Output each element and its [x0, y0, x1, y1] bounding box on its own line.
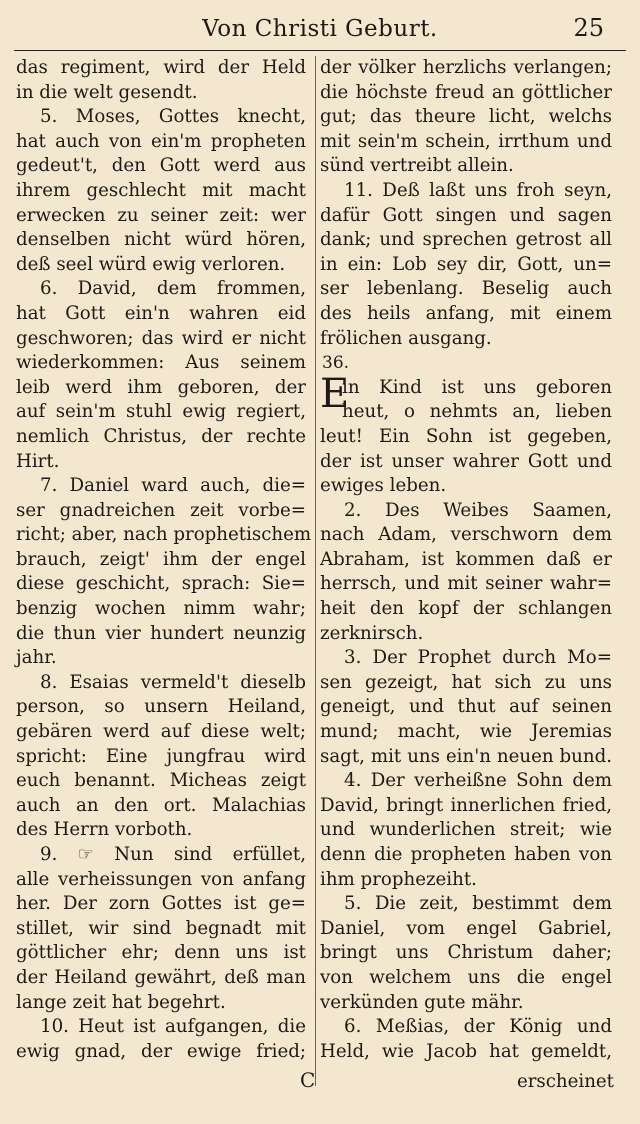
catchword: erscheinet — [516, 1071, 614, 1092]
text-line: leib werd ihm geboren, der — [16, 376, 306, 398]
text-line: Daniel, vom engel Gabriel, — [320, 917, 612, 939]
text-line: ser gnadreichen zeit vorbe= — [16, 499, 306, 521]
text-line: und wunderlichen streit; wie — [320, 819, 612, 841]
text-line: benzig wochen nimm wahr; — [16, 598, 306, 620]
text-line: sen gezeigt, hat sich zu uns — [320, 671, 612, 693]
drop-cap: E — [320, 370, 350, 417]
text-line: Hirt. — [16, 450, 60, 472]
hymn-second-line: heut, o nehmts an, lieben — [342, 401, 612, 423]
text-line: gebären werd auf diese welt; — [16, 721, 306, 743]
right-column-bottom — [320, 425, 612, 1064]
text-line: leut! Ein Sohn ist gegeben, — [320, 425, 612, 447]
text-line: herrsch, und mit seiner wahr= — [320, 573, 612, 595]
text-line: ewig gnad, der ewige fried; — [16, 1040, 306, 1062]
header-rule — [14, 50, 626, 51]
running-header — [16, 10, 624, 46]
text-line: hat auch von ein'm propheten — [16, 130, 306, 152]
text-line: verkünden gute mähr. — [320, 991, 524, 1013]
text-line: in die welt gesendt. — [16, 81, 198, 103]
page-number: 25 — [573, 14, 604, 42]
text-line: 5. Die zeit, bestimmt dem — [344, 893, 612, 915]
text-line: wiederkommen: Aus seinem — [16, 352, 306, 374]
signature-mark: C — [300, 1068, 316, 1092]
text-line: euch benannt. Micheas zeigt — [16, 770, 306, 792]
text-line: diese geschicht, sprach: Sie= — [16, 573, 306, 595]
column-divider — [315, 56, 316, 1086]
text-line: ihrem geschlecht mit macht — [16, 179, 306, 201]
text-line: sagt, mit uns ein'n neuen bund. — [320, 745, 612, 767]
text-line: die thun vier hundert neunzig — [16, 622, 306, 644]
running-title: Von Christi Geburt. — [202, 16, 438, 42]
text-line: geneigt, und thut auf seinen — [320, 696, 612, 718]
text-line: ihm prophezeiht. — [320, 868, 477, 890]
text-line: der ist unser wahrer Gott und — [320, 450, 612, 472]
text-line: 6. David, dem frommen, — [40, 278, 306, 300]
right-column-top — [320, 56, 612, 351]
text-line: ewiges leben. — [320, 475, 447, 497]
hymn-first-line-text: in Kind ist uns geboren — [342, 376, 612, 398]
text-line: auch an den ort. Malachias — [16, 794, 306, 816]
text-line: 2. Des Weibes Saamen, — [344, 499, 612, 521]
text-line: lange zeit hat begehrt. — [16, 991, 226, 1013]
text-line: mit sein'm schein, irrthum und — [320, 130, 612, 152]
text-line: von welchem uns die engel — [320, 966, 612, 988]
text-line: zerknirsch. — [320, 622, 424, 644]
text-line: gedeut't, den Gott werd aus — [16, 155, 306, 177]
text-line: 9. ☞ Nun sind erfüllet, — [40, 844, 306, 865]
text-line: dank; und sprechen getrost all — [320, 229, 612, 251]
text-line: stillet, wir sind begnadt mit — [16, 917, 306, 939]
text-line: 5. Moses, Gottes knecht, — [40, 106, 306, 128]
text-line: geschworen; das wird er nicht — [16, 327, 306, 349]
text-line: brauch, zeigt' ihm der engel — [16, 548, 306, 570]
text-line: frölichen ausgang. — [320, 327, 492, 349]
text-line: Abraham, ist kommen daß er — [320, 548, 612, 570]
text-line: des heils anfang, mit einem — [320, 302, 612, 324]
right-column — [320, 56, 612, 1064]
text-line: spricht: Eine jungfrau wird — [16, 745, 306, 767]
text-line: jahr. — [16, 647, 57, 669]
text-line: hat Gott ein'n wahren eid — [16, 302, 306, 324]
text-line: 3. Der Prophet durch Mo= — [344, 647, 612, 669]
text-line: denn die propheten haben von — [320, 844, 612, 865]
text-line: bringt uns Christum daher; — [320, 942, 612, 964]
text-line: nach Adam, verschworn dem — [320, 524, 612, 546]
text-line: sünd vertreibt allein. — [320, 155, 514, 177]
text-line: richt; aber, nach prophetischem — [16, 524, 312, 546]
text-line: Held, wie Jacob hat gemeldt, — [320, 1040, 612, 1062]
text-line: 6. Meßias, der König und — [344, 1016, 612, 1038]
text-line: die höchste freud an göttlicher — [320, 81, 612, 103]
text-line: mund; macht, wie Jeremias — [320, 721, 612, 743]
text-line: denselben nicht würd hören, — [16, 229, 306, 251]
text-line: erwecken zu seiner zeit: wer — [16, 204, 306, 226]
text-line: ser lebenlang. Beselig auch — [320, 278, 612, 300]
text-line: David, bringt innerlichen fried, — [320, 794, 612, 816]
text-line: des Herrn vorboth. — [16, 819, 193, 841]
text-line: nemlich Christus, der rechte — [16, 425, 306, 447]
text-line: das regiment, wird der Held — [16, 57, 306, 78]
text-line: gut; das theure licht, welchs — [320, 106, 612, 128]
text-line: 4. Der verheißne Sohn dem — [344, 770, 612, 792]
text-line: 10. Heut ist aufgangen, die — [40, 1016, 306, 1038]
text-line: her. Der zorn Gottes ist ge= — [16, 893, 306, 915]
text-line: in ein: Lob sey dir, Gott, un= — [320, 253, 612, 275]
text-line: 8. Esaias vermeld't dieselb — [40, 671, 306, 693]
text-line: göttlicher ehr; denn uns ist — [16, 942, 306, 964]
text-line: heit den kopf der schlangen — [320, 598, 612, 620]
left-column — [16, 56, 312, 1064]
text-line: deß seel würd ewig verloren. — [16, 253, 286, 275]
text-line: 7. Daniel ward auch, die= — [40, 475, 306, 497]
text-line: auf sein'm stuhl ewig regiert, — [16, 401, 306, 423]
text-line: der völker herzlichs verlangen; — [320, 57, 612, 78]
text-line: person, so unsern Heiland, — [16, 696, 306, 718]
text-line: dafür Gott singen und sagen — [320, 204, 612, 226]
text-line: alle verheissungen von anfang — [16, 868, 306, 890]
hymn-number: 36. — [322, 353, 350, 374]
text-line: 11. Deß laßt uns froh seyn, — [344, 179, 612, 201]
text-line: der Heiland gewährt, deß man — [16, 966, 306, 988]
